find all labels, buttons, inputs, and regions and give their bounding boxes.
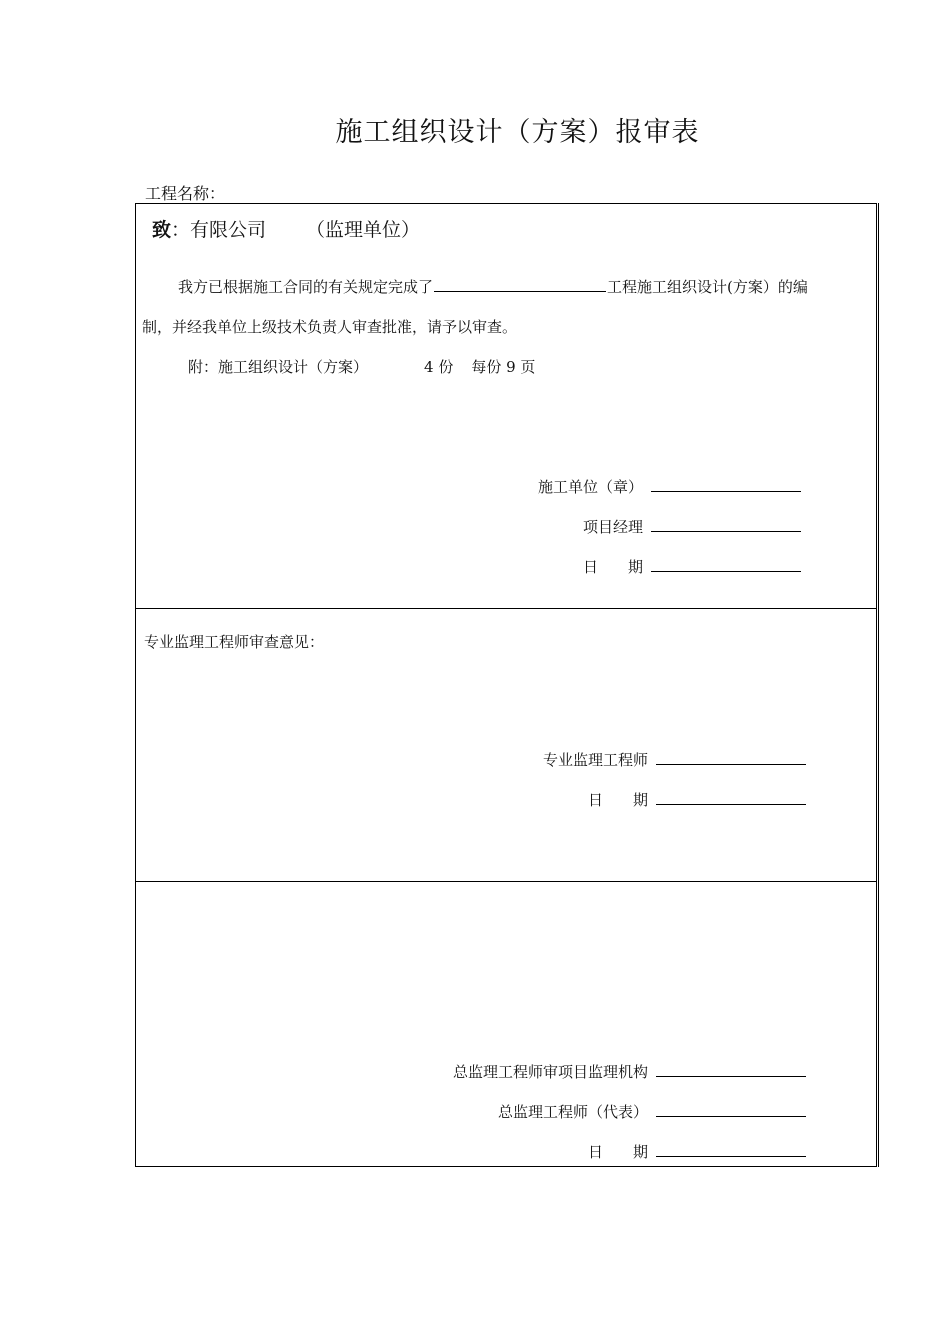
contractor-date-blank[interactable]	[651, 557, 801, 572]
chief-engineer-row	[498, 1101, 806, 1122]
contractor-date-row	[583, 556, 801, 577]
chief-date-label: 日 期	[587, 1143, 648, 1161]
to-colon: ：	[171, 219, 191, 241]
engineer-blank[interactable]	[656, 750, 806, 765]
section-divider-1	[136, 608, 876, 609]
supervision-agency-blank[interactable]	[656, 1062, 806, 1077]
addressee-company: 有限公司	[190, 219, 267, 241]
contractor-unit-row	[538, 476, 801, 497]
attachment-label: 附：施工组织设计（方案）	[188, 358, 369, 376]
contractor-unit-label: 施工单位（章）	[537, 478, 643, 496]
declaration-text-before: 我方已根据施工合同的有关规定完成了	[178, 278, 434, 296]
to-label: 致	[152, 219, 172, 241]
engineer-label: 专业监理工程师	[542, 751, 648, 769]
chief-date-blank[interactable]	[656, 1142, 806, 1157]
engineer-date-blank[interactable]	[656, 790, 806, 805]
attachment-pages: 每份 9 页	[471, 358, 536, 376]
project-manager-blank[interactable]	[651, 517, 801, 532]
project-name-blank[interactable]	[434, 277, 606, 292]
chief-engineer-blank[interactable]	[656, 1102, 806, 1117]
addressee-line	[152, 215, 420, 242]
declaration-text-after: 工程施工组织设计(方案）的编	[607, 278, 808, 296]
page-title: 施工组织设计（方案）报审表	[335, 117, 700, 148]
supervision-agency-row	[453, 1061, 806, 1082]
chief-date-row	[588, 1141, 806, 1162]
section-divider-2	[136, 881, 876, 882]
project-manager-label: 项目经理	[582, 518, 643, 536]
supervision-unit-label: （监理单位）	[306, 219, 421, 241]
project-name-label: 工程名称：	[145, 184, 226, 203]
chief-engineer-label: 总监理工程师（代表）	[497, 1103, 648, 1121]
contractor-unit-blank[interactable]	[651, 477, 801, 492]
declaration-line-2: 制，并经我单位上级技术负责人审查批准，请予以审查。	[142, 318, 518, 336]
project-manager-row	[583, 516, 801, 537]
attachment-line	[188, 356, 535, 377]
engineer-date-row	[588, 789, 806, 810]
engineer-date-label: 日 期	[587, 791, 648, 809]
attachment-copies: 4 份	[424, 358, 454, 376]
engineer-opinion-label: 专业监理工程师审查意见：	[144, 633, 325, 651]
declaration-line-1	[178, 276, 808, 297]
review-form-table	[135, 203, 877, 1167]
engineer-row	[543, 749, 806, 770]
supervision-agency-label: 总监理工程师审项目监理机构	[452, 1063, 648, 1081]
contractor-date-label: 日 期	[582, 558, 643, 576]
